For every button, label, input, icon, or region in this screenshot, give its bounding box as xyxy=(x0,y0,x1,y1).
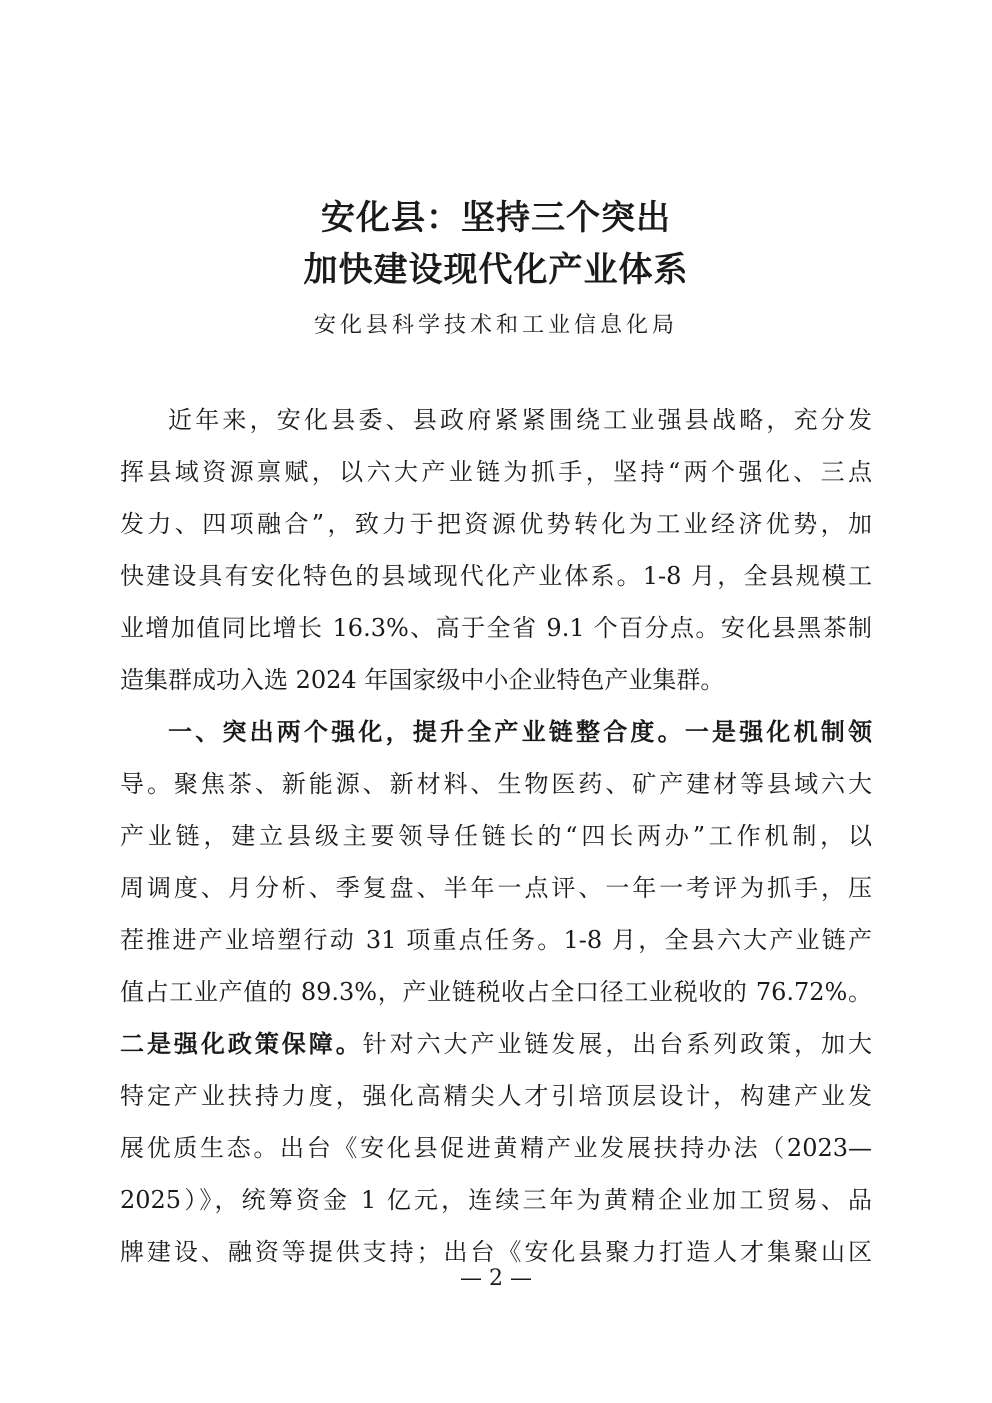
text-line xyxy=(168,706,872,758)
text-line: 茬推进产业培塑行动 31 项重点任务。1-8 月，全县六大产业链产 xyxy=(120,926,872,954)
text-line: 造集群成功入选 2024 年国家级中小企业特色产业集群。 xyxy=(120,666,725,694)
section-heading: 一、突出两个强化，提升全产业链整合度。 xyxy=(168,717,685,746)
text-line: 挥县域资源禀赋，以六大产业链为抓手，坚持“两个强化、三点 xyxy=(120,458,872,486)
text-line: 产业链，建立县级主要领导任链长的“四长两办”工作机制，以 xyxy=(120,822,872,850)
text-line: 牌建设、融资等提供支持；出台《安化县聚力打造人才集聚山区 xyxy=(120,1238,872,1266)
document-author: 安化县科学技术和工业信息化局 xyxy=(313,313,678,338)
text-line: 导。聚焦茶、新能源、新材料、生物医药、矿产建材等县域六大 xyxy=(120,770,872,798)
document-title-line-1: 安化县：坚持三个突出 xyxy=(321,198,671,238)
text-line: 展优质生态。出台《安化县促进黄精产业发展扶持办法（2023— xyxy=(120,1134,872,1162)
text-line: 特定产业扶持力度，强化高精尖人才引培顶层设计，构建产业发 xyxy=(120,1082,872,1110)
text-line: 值占工业产值的 89.3%，产业链税收占全口径工业税收的 76.72%。 xyxy=(120,978,872,1006)
text-line: 周调度、月分析、季复盘、半年一点评、一年一考评为抓手，压 xyxy=(120,874,872,902)
text-line xyxy=(120,1018,872,1070)
text-line: 近年来，安化县委、县政府紧紧围绕工业强县战略，充分发 xyxy=(168,406,872,434)
text-line: 快建设具有安化特色的县域现代化产业体系。1-8 月，全县规模工 xyxy=(120,562,872,590)
text-line: 业增加值同比增长 16.3%、高于全省 9.1 个百分点。安化县黑茶制 xyxy=(120,614,872,642)
subpoint-label: 二是强化政策保障。 xyxy=(120,1029,363,1058)
text-line: 2025）》，统筹资金 1 亿元，连续三年为黄精企业加工贸易、品 xyxy=(120,1186,872,1214)
text-span: 针对六大产业链发展，出台系列政策，加大 xyxy=(362,1030,872,1058)
text-line: 发力、四项融合”，致力于把资源优势转化为工业经济优势，加 xyxy=(120,510,872,538)
document-title-line-2: 加快建设现代化产业体系 xyxy=(303,250,689,290)
page-number: — 2 — xyxy=(460,1266,532,1291)
subpoint-label: 一是强化机制领 xyxy=(684,717,872,746)
